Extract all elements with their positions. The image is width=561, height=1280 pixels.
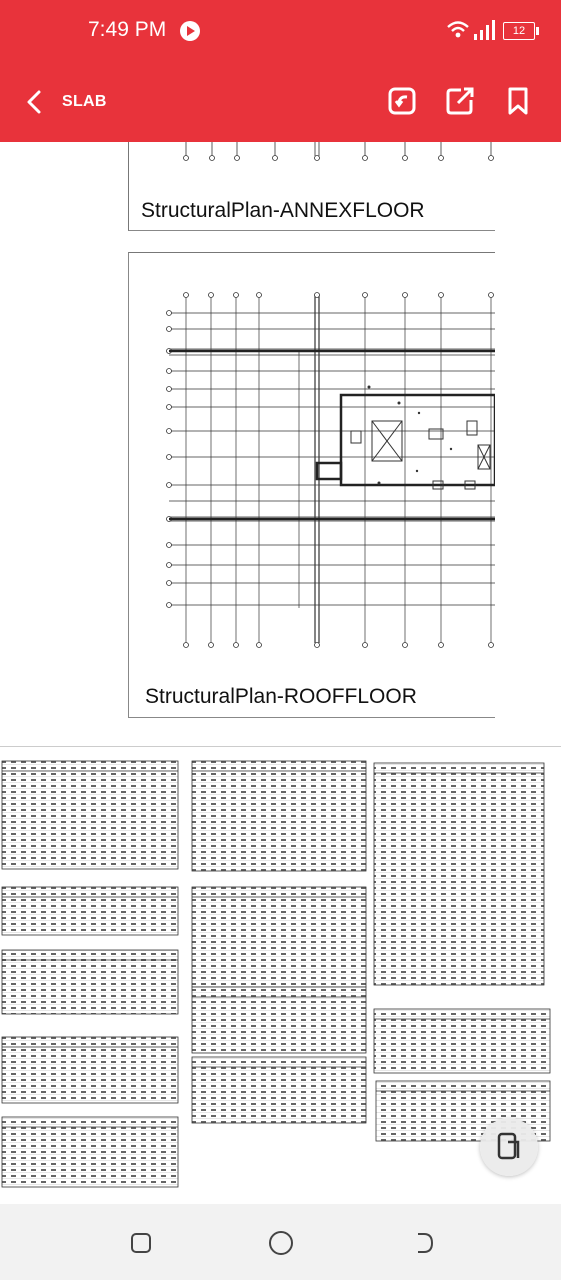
app-bar — [0, 62, 561, 142]
clock: 7:49 PM — [88, 18, 167, 41]
share-icon[interactable] — [387, 86, 417, 116]
signal-icon — [474, 20, 496, 40]
document-viewer[interactable] — [0, 142, 561, 1204]
media-play-icon — [180, 21, 200, 41]
recents-icon[interactable] — [126, 1228, 156, 1258]
drawing-page-roof — [128, 252, 495, 718]
toolbar-actions — [387, 86, 533, 116]
schedule-tables — [0, 747, 561, 1204]
document-icon — [480, 1118, 538, 1176]
home-icon[interactable] — [266, 1228, 296, 1258]
status-bar — [0, 0, 561, 62]
page-title: SLAB — [62, 93, 107, 110]
slab-schedule-sheet — [0, 746, 561, 1204]
back-icon[interactable] — [410, 1228, 440, 1258]
back-arrow-icon[interactable] — [22, 88, 50, 116]
page-label-annex: StructuralPlan-ANNEXFLOOR — [141, 199, 425, 222]
grid-lines-annex — [129, 142, 495, 172]
external-link-icon[interactable] — [445, 86, 475, 116]
bookmark-icon[interactable] — [503, 86, 533, 116]
fullscreen-fab[interactable] — [480, 1118, 538, 1176]
wifi-icon — [446, 18, 470, 40]
system-nav-bar — [0, 1204, 561, 1280]
drawing-page-annex — [128, 142, 495, 231]
battery-indicator: 12 — [503, 22, 535, 40]
page-label-roof: StructuralPlan-ROOFFLOOR — [145, 685, 417, 708]
structural-plan-roof — [129, 253, 495, 653]
